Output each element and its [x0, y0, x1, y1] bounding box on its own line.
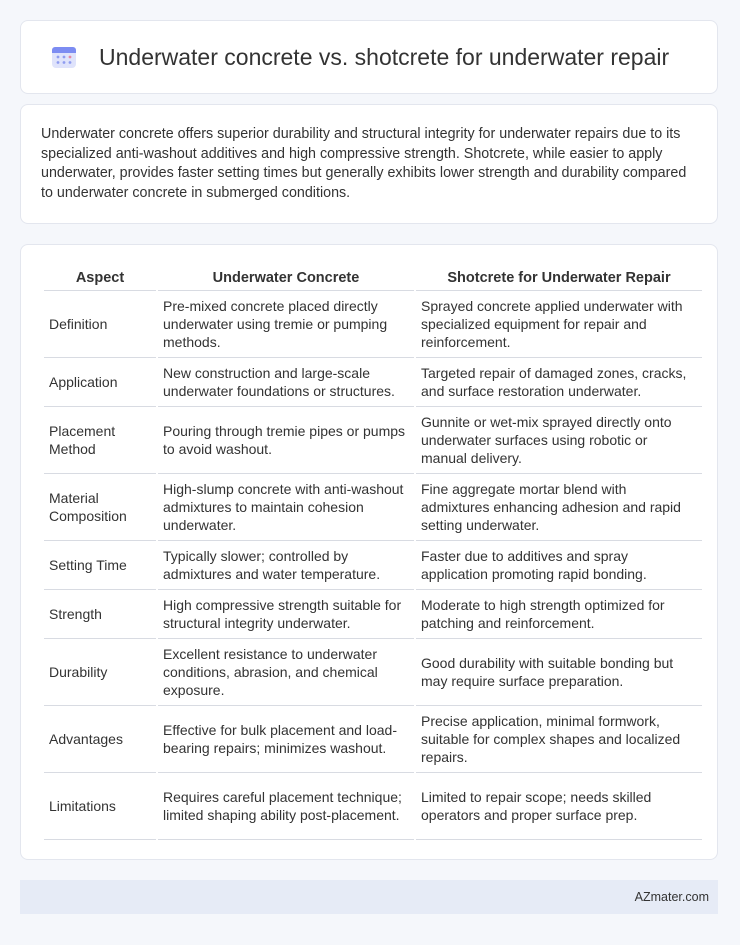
underwater-concrete-cell: Typically slower; controlled by admixtures and water temperature. — [158, 541, 414, 590]
underwater-concrete-cell: High compressive strength suitable for structural integrity underwater. — [158, 590, 414, 639]
table-row — [44, 639, 702, 706]
footer-brand: AZmater.com — [634, 890, 709, 904]
underwater-concrete-cell: New construction and large-scale underwater foundations or structures. — [158, 358, 414, 407]
underwater-concrete-cell: Requires careful placement technique; limited shaping ability post-placement. — [158, 773, 414, 840]
aspect-cell: Setting Time — [44, 541, 156, 590]
aspect-cell: Material Composition — [44, 474, 156, 541]
table-row — [44, 706, 702, 773]
calendar-icon — [51, 44, 77, 70]
title-card — [20, 20, 718, 94]
table-row — [44, 474, 702, 541]
footer — [20, 880, 718, 914]
shotcrete-cell: Limited to repair scope; needs skilled operators and proper surface prep. — [416, 773, 702, 840]
table-header-row — [44, 266, 702, 291]
table-row — [44, 358, 702, 407]
comparison-table — [42, 266, 704, 840]
shotcrete-cell: Faster due to additives and spray application promoting rapid bonding. — [416, 541, 702, 590]
underwater-concrete-cell: Pouring through tremie pipes or pumps to avoid washout. — [158, 407, 414, 474]
shotcrete-cell: Targeted repair of damaged zones, cracks, and surface restoration underwater. — [416, 358, 702, 407]
aspect-cell: Durability — [44, 639, 156, 706]
aspect-cell: Limitations — [44, 773, 156, 840]
underwater-concrete-cell: Excellent resistance to underwater conditions, abrasion, and chemical exposure. — [158, 639, 414, 706]
shotcrete-cell: Moderate to high strength optimized for patching and reinforcement. — [416, 590, 702, 639]
aspect-cell: Advantages — [44, 706, 156, 773]
aspect-cell: Strength — [44, 590, 156, 639]
column-header-shotcrete: Shotcrete for Underwater Repair — [416, 266, 702, 291]
aspect-cell: Placement Method — [44, 407, 156, 474]
table-row — [44, 291, 702, 358]
column-header-underwater-concrete: Underwater Concrete — [158, 266, 414, 291]
table-row — [44, 590, 702, 639]
column-header-aspect: Aspect — [44, 266, 156, 291]
underwater-concrete-cell: Effective for bulk placement and load-bearing repairs; minimizes washout. — [158, 706, 414, 773]
page-title: Underwater concrete vs. shotcrete for underwater repair — [99, 43, 670, 70]
intro-text: Underwater concrete offers superior durability and structural integrity for underwater repairs due to its specialized anti-washout additives and high compressive strength. Shotcrete, while easier to apply underwater, provides faster setting times but generally exhibits lower strength and durability compared to underwater concrete in submerged conditions. — [41, 126, 687, 201]
aspect-cell: Definition — [44, 291, 156, 358]
table-row — [44, 773, 702, 840]
intro-card — [20, 104, 718, 224]
underwater-concrete-cell: High-slump concrete with anti-washout admixtures to maintain cohesion underwater. — [158, 474, 414, 541]
table-row — [44, 407, 702, 474]
shotcrete-cell: Gunnite or wet-mix sprayed directly onto underwater surfaces using robotic or manual delivery. — [416, 407, 702, 474]
shotcrete-cell: Precise application, minimal formwork, suitable for complex shapes and localized repairs. — [416, 706, 702, 773]
shotcrete-cell: Sprayed concrete applied underwater with specialized equipment for repair and reinforcement. — [416, 291, 702, 358]
shotcrete-cell: Good durability with suitable bonding but may require surface preparation. — [416, 639, 702, 706]
aspect-cell: Application — [44, 358, 156, 407]
underwater-concrete-cell: Pre-mixed concrete placed directly underwater using tremie or pumping methods. — [158, 291, 414, 358]
table-row — [44, 541, 702, 590]
shotcrete-cell: Fine aggregate mortar blend with admixtures enhancing adhesion and rapid setting underwater. — [416, 474, 702, 541]
comparison-table-card — [20, 244, 718, 860]
